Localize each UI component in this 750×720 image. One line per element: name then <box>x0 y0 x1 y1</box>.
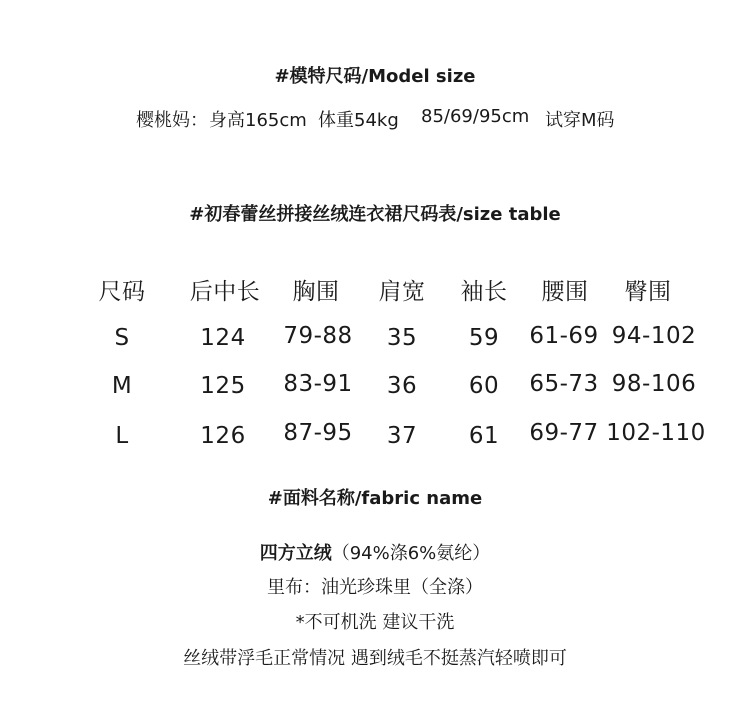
fabric-material-line <box>0 539 750 565</box>
header-bust: 胸围 <box>292 279 340 305</box>
model-height: 身高165cm <box>209 110 307 131</box>
fabric-note: 丝绒带浮毛正常情况 遇到绒毛不挺蒸汽轻喷即可 <box>183 648 567 669</box>
model-tried-size: 试穿M码 <box>545 110 615 131</box>
cell-bust: 87-95 <box>283 420 353 446</box>
fabric-care: *不可机洗 建议干洗 <box>295 612 455 633</box>
cell-hip: 98-106 <box>611 371 697 397</box>
cell-back-length: 126 <box>200 423 246 449</box>
header-hip: 臀围 <box>624 279 672 305</box>
cell-waist: 69-77 <box>529 420 599 446</box>
cell-size: M <box>111 373 133 399</box>
cell-shoulder: 36 <box>386 373 418 399</box>
cell-sleeve: 60 <box>468 373 500 399</box>
cell-shoulder: 37 <box>386 423 418 449</box>
fabric-material-detail: （94%涤6%氨纶） <box>331 543 491 564</box>
cell-bust: 79-88 <box>283 323 353 349</box>
fabric-lining: 里布：油光珍珠里（全涤） <box>267 577 483 598</box>
fabric-title: #面料名称/fabric name <box>267 488 483 509</box>
cell-size: L <box>115 423 129 449</box>
size-table-title: #初春蕾丝拼接丝绒连衣裙尺码表/size table <box>189 204 561 225</box>
cell-back-length: 124 <box>200 325 246 351</box>
header-shoulder: 肩宽 <box>378 279 426 305</box>
cell-waist: 65-73 <box>529 371 599 397</box>
model-name: 樱桃妈： <box>136 110 208 131</box>
header-size: 尺码 <box>98 279 146 305</box>
cell-size: S <box>114 325 130 351</box>
model-weight: 体重54kg <box>318 110 399 131</box>
header-waist: 腰围 <box>541 279 589 305</box>
cell-sleeve: 59 <box>468 325 500 351</box>
cell-sleeve: 61 <box>468 423 500 449</box>
cell-hip: 102-110 <box>606 420 706 446</box>
cell-hip: 94-102 <box>611 323 697 349</box>
cell-bust: 83-91 <box>283 371 353 397</box>
model-measurements: 85/69/95cm <box>421 106 530 127</box>
header-sleeve: 袖长 <box>460 279 508 305</box>
cell-shoulder: 35 <box>386 325 418 351</box>
fabric-material-name: 四方立绒 <box>259 543 332 564</box>
cell-waist: 61-69 <box>529 323 599 349</box>
cell-back-length: 125 <box>200 373 246 399</box>
header-back-length: 后中长 <box>189 279 261 305</box>
model-size-title: #模特尺码/Model size <box>274 66 476 87</box>
